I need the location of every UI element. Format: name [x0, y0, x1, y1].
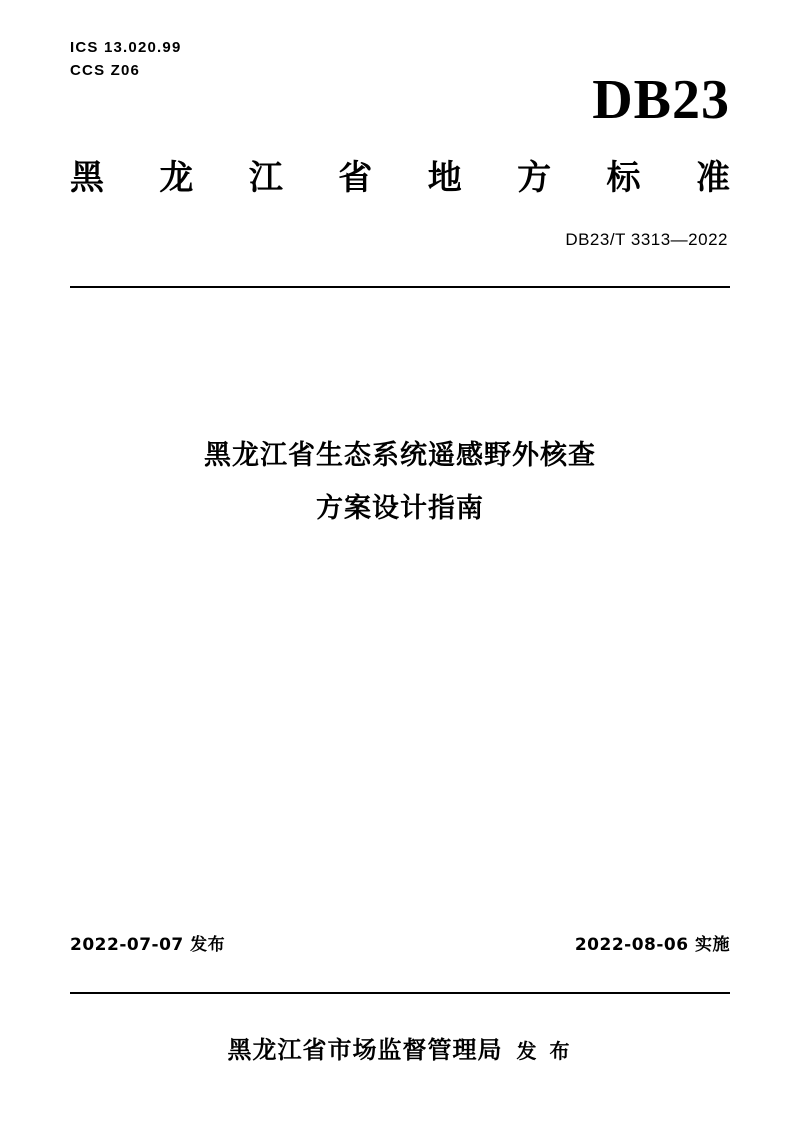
- std-title-char-3: 省: [338, 158, 373, 198]
- db-mark: DB23: [592, 69, 730, 131]
- issue-date: 2022-07-07 发布: [70, 935, 226, 955]
- footer-divider: [70, 992, 730, 994]
- publisher-line: [70, 1030, 730, 1065]
- header-divider: [70, 286, 730, 288]
- ics-number: ICS 13.020.99: [70, 39, 182, 56]
- publisher-verb: 发 布: [516, 1039, 573, 1063]
- ccs-number: CCS Z06: [70, 62, 141, 80]
- std-title-char-1: 龙: [159, 158, 194, 198]
- std-title-char-0: 黑: [70, 158, 104, 198]
- document-title-line-1: 黑龙江省生态系统遥感野外核查: [204, 440, 596, 471]
- std-title-char-2: 江: [248, 158, 283, 198]
- ics-classification-block: [70, 36, 182, 83]
- document-title-line-2: 方案设计指南: [316, 492, 484, 524]
- document-title: [70, 430, 730, 535]
- publisher-name: 黑龙江省市场监督管理局: [227, 1036, 503, 1064]
- std-title-char-5: 方: [517, 158, 552, 198]
- standard-number: DB23/T 3313—2022: [565, 230, 728, 249]
- std-title-char-6: 标: [606, 158, 641, 198]
- std-title-char-7: 准: [695, 158, 730, 198]
- standard-type-title: [70, 150, 730, 199]
- implementation-date: 2022-08-06 实施: [574, 935, 730, 955]
- std-title-char-4: 地: [427, 158, 462, 198]
- date-row: [70, 930, 730, 955]
